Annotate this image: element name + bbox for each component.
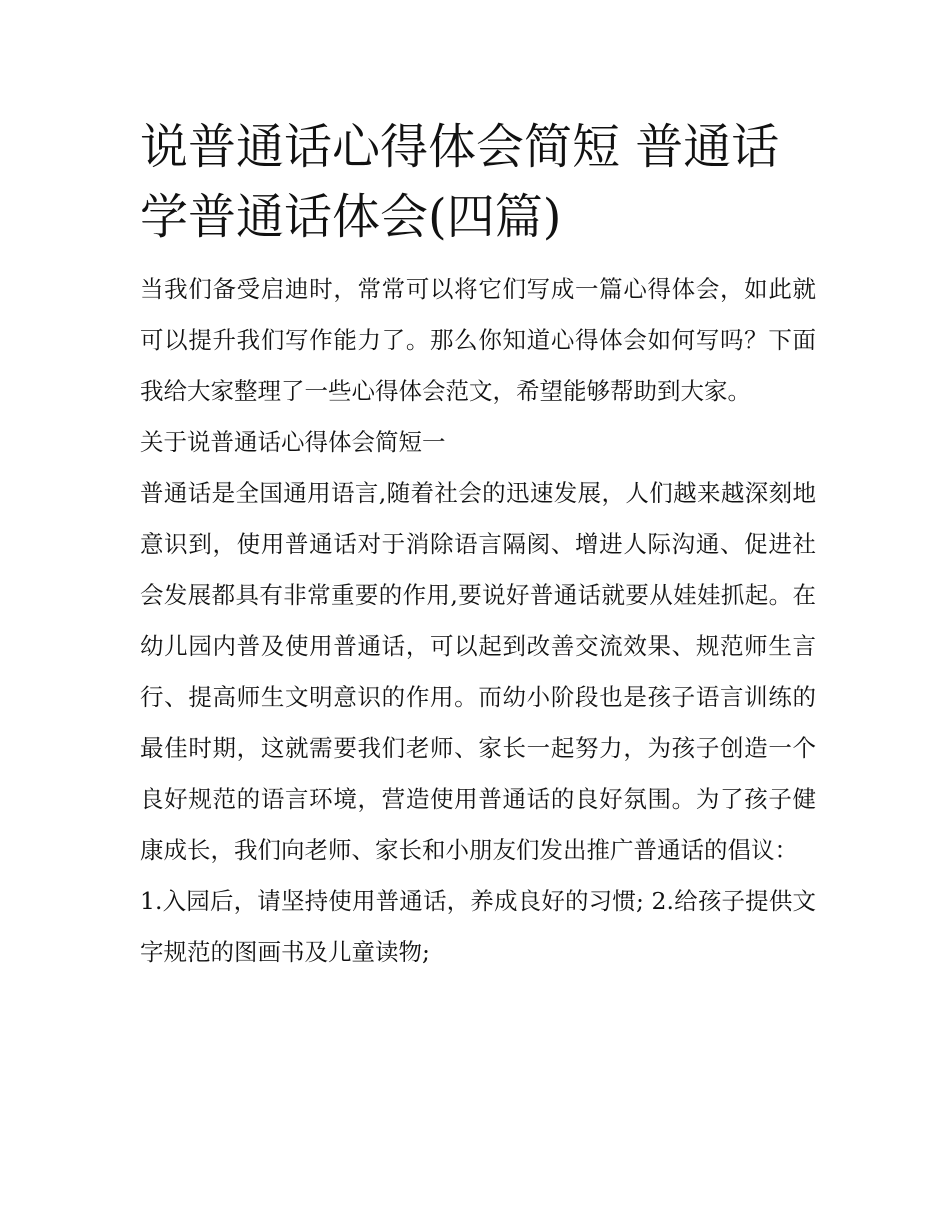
- body-paragraph: 普通话是全国通用语言,随着社会的迅速发展，人们越来越深刻地意识到，使用普通话对于消除语言隔阂、增进人际沟通、促进社会发展都具有非常重要的作用,要说好普通话就要从娃娃抓起。在幼儿园内普及使用普通话，可以起到改善交流效果、规范师生言行、提高师生文明意识的作用。而幼小阶段也是孩子语言训练的最佳时期，这就需要我们老师、家长一起努力，为孩子创造一个良好规范的语言环境，营造使用普通话的良好氛围。为了孩子健康成长，我们向老师、家长和小朋友们发出推广普通话的倡议：: [140, 479, 816, 864]
- intro-paragraph: 当我们备受启迪时，常常可以将它们写成一篇心得体会，如此就可以提升我们写作能力了。那么你知道心得体会如何写吗？下面我给大家整理了一些心得体会范文，希望能够帮助到大家。: [140, 275, 816, 405]
- document-title: 说普通话心得体会简短 普通话 学普通话体会(四篇): [140, 119, 780, 245]
- document-body: [140, 112, 816, 978]
- list-paragraph: 1.入园后，请坚持使用普通话，养成良好的习惯; 2.给孩子提供文字规范的图画书及儿童读物;: [140, 887, 816, 966]
- section-heading: 关于说普通话心得体会简短一: [140, 428, 446, 456]
